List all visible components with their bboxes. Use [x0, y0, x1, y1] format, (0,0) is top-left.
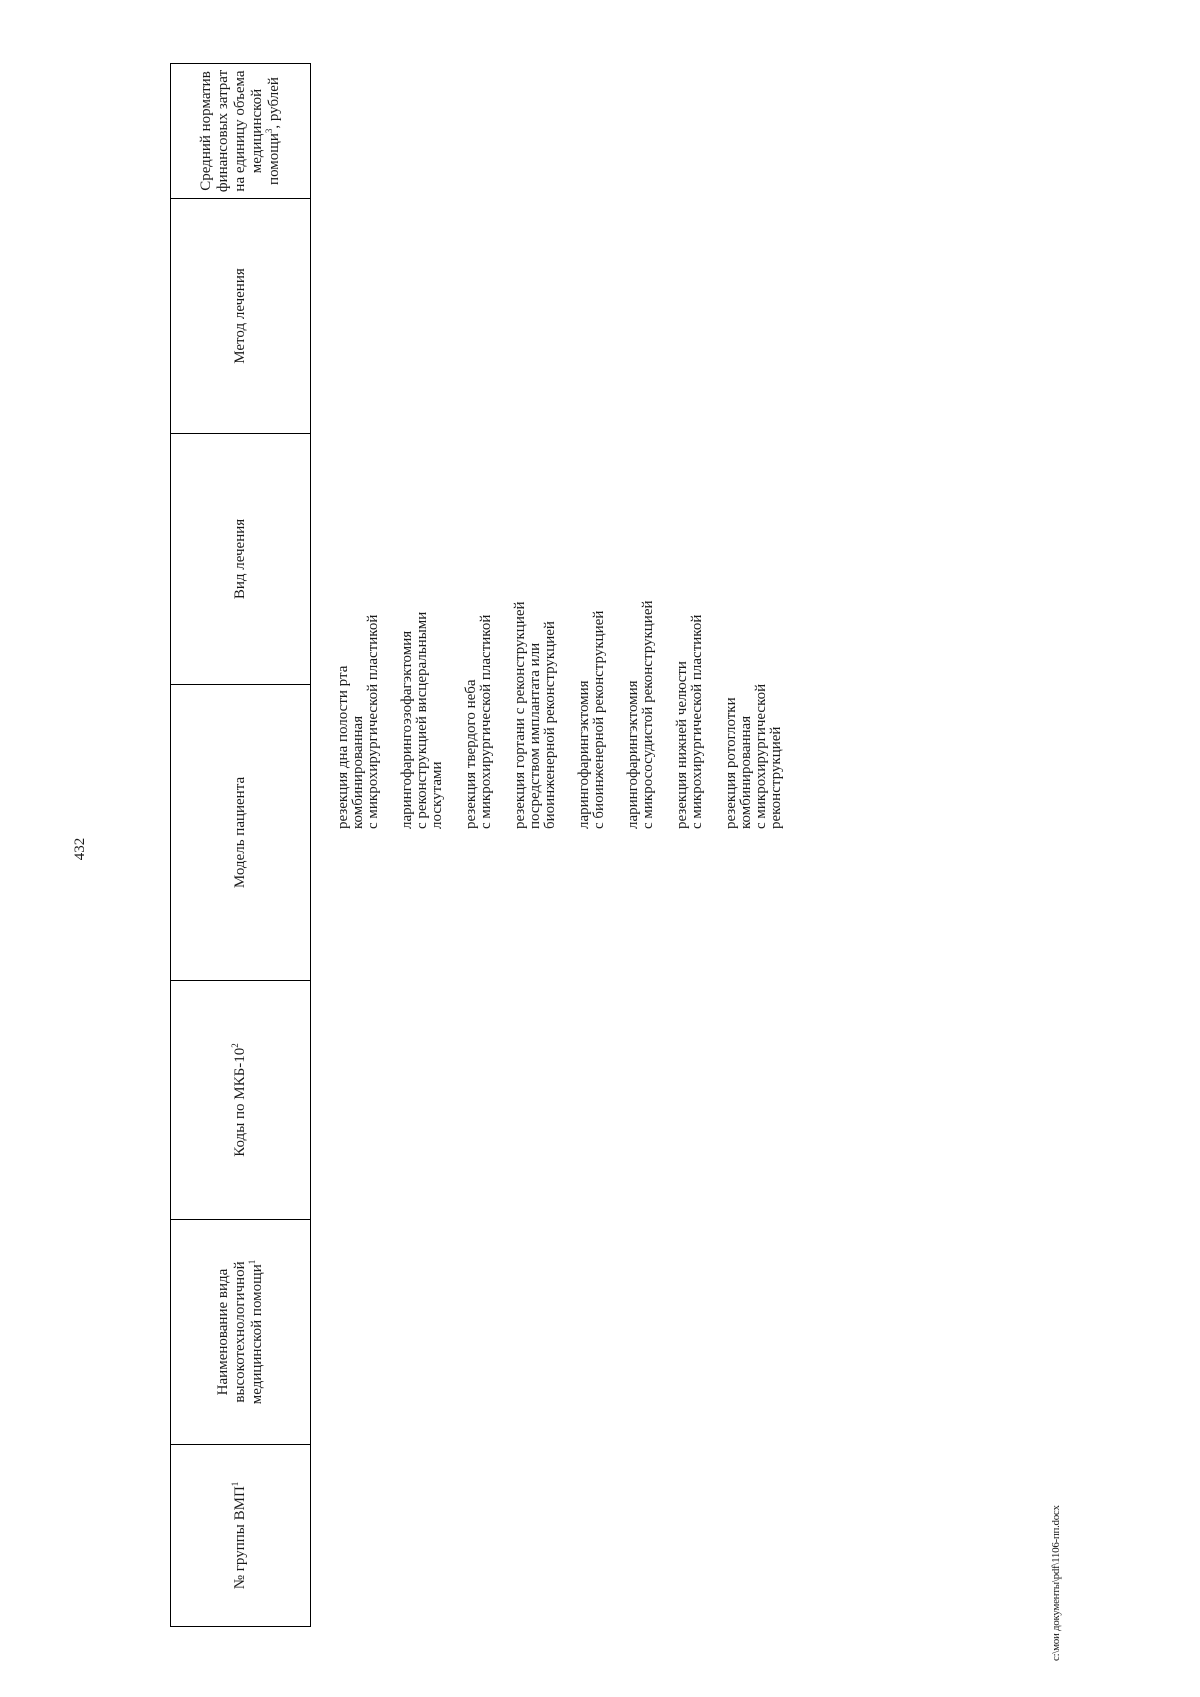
header-treatment-method: Метод лечения [171, 199, 311, 434]
treatment-method-item: ларингофарингэктомия с биоинженерной реконструкцией [576, 610, 607, 829]
header-group-number: № группы ВМП$^1$ [171, 1445, 311, 1627]
treatment-method-item: ларингофарингоэзофагэктомия с реконструкцией висцеральными лоскутами [399, 611, 445, 829]
treatment-method-item: резекция ротоглотки комбинированная с микрохирургической реконструкцией [723, 683, 784, 829]
header-cost-standard: Средний норматив финансовых затрат на единицу объема медицинской помощи$^3$, рублей [171, 64, 311, 199]
footer-file-path: c:\мои документы\pdf\1106-пп.docx [1050, 1505, 1062, 1661]
page-number: 432 [72, 837, 88, 861]
header-patient-model: Модель пациента [171, 685, 311, 981]
treatment-method-item: резекция твердого неба с микрохирургической пластикой [463, 614, 494, 829]
treatment-method-item: резекция дна полости рта комбинированная с микрохирургической пластикой [335, 614, 381, 829]
treatment-method-item: ларингофарингэктомия с микрососудистой реконструкцией [625, 600, 656, 829]
header-care-type-name: Наименование вида высокотехнологичной медицинской помощи$^1$ [171, 1220, 311, 1445]
treatment-method-item: резекция гортани с реконструкцией посредством имплантата или биоинженерной реконструкцией [512, 601, 558, 829]
treatment-method-list [336, 69, 803, 829]
header-icd-codes: Коды по МКБ-$10^2$ [171, 981, 311, 1220]
table-header [170, 63, 311, 1627]
header-treatment-type: Вид лечения [171, 434, 311, 685]
treatment-method-item: резекция нижней челюсти с микрохирургической пластикой [674, 614, 705, 829]
